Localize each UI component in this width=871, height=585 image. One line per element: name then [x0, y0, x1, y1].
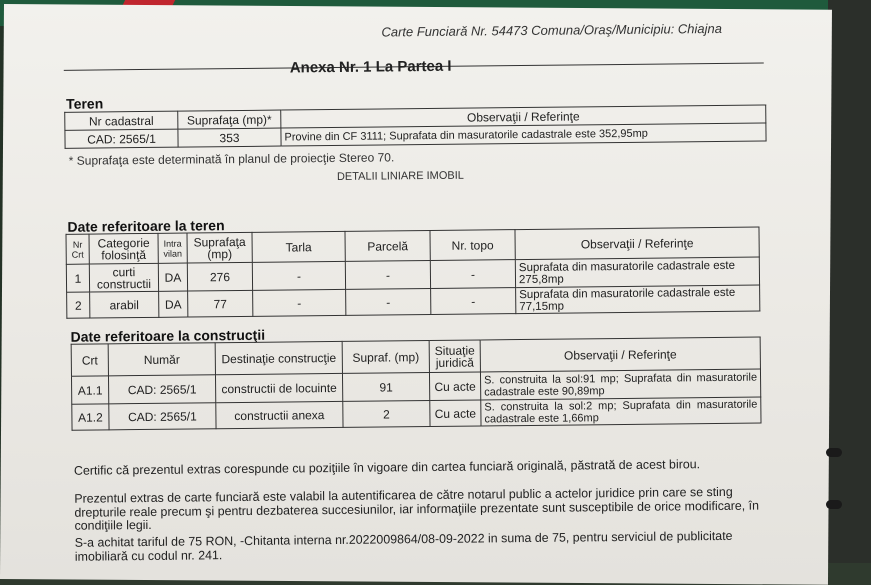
teren-table	[64, 104, 766, 148]
header-line: Carte Funciară Nr. 54473 Comuna/Oraş/Municipiu: Chiajna	[381, 20, 723, 40]
dc-col-observatii: Observaţii / Referinţe	[480, 337, 760, 372]
dc-supraf: 91	[342, 373, 429, 402]
dt-categorie: arabil	[90, 291, 159, 318]
dt-observatii: Suprafata din masuratorile cadastrale este 275,8mp	[515, 257, 759, 288]
dt-col-observatii: Observaţii / Referinţe	[515, 227, 759, 260]
dt-suprafata: 276	[187, 262, 252, 291]
dt-crt: 1	[66, 264, 89, 292]
dt-topo: -	[431, 288, 516, 315]
dc-numar: CAD: 2565/1	[109, 403, 216, 430]
dt-col-crt: Nr Crt	[66, 234, 89, 264]
dc-col-supraf: Supraf. (mp)	[342, 341, 429, 374]
dc-crt: A1.2	[72, 404, 109, 430]
dc-crt: A1.1	[71, 376, 108, 404]
paragraph-tarif: S-a achitat tariful de 75 RON, -Chitanta interna nr.2022009864/08-09-2022 in suma de 75, pentru serviciul de publicitate imobiliară cu codul nr. 241.	[74, 528, 733, 564]
dt-col-categorie: Categorie folosinţă	[89, 233, 158, 264]
dc-col-destinatie: Destinaţie construcţie	[215, 341, 342, 374]
teren-col-suprafata: Suprafaţa (mp)*	[178, 110, 281, 129]
dc-observatii: S. construita la sol:2 mp; Suprafata din masuratorile cadastrale este 1,66mp	[481, 397, 761, 426]
dt-col-tarla: Tarla	[252, 231, 345, 262]
date-constructii-title: Date referitoare la construcţii	[70, 326, 266, 345]
detalii-liniare-title: DETALII LINIARE IMOBIL	[336, 169, 464, 183]
dt-col-parcela: Parcelă	[345, 230, 430, 261]
dc-numar: CAD: 2565/1	[108, 375, 215, 404]
dt-intravilan: DA	[159, 291, 188, 317]
dt-col-intravilan: Intra vilan	[158, 233, 187, 263]
dc-destinatie: constructii de locuinte	[215, 373, 342, 402]
dc-destinatie: constructii anexa	[216, 401, 343, 428]
teren-title: Teren	[66, 95, 104, 112]
dt-col-topo: Nr. topo	[430, 230, 515, 261]
dc-situatie: Cu acte	[429, 372, 480, 401]
teren-col-nr-cadastral: Nr cadastral	[65, 111, 178, 130]
date-teren-table	[65, 227, 760, 319]
dt-col-suprafata: Suprafaţa (mp)	[187, 232, 252, 263]
dc-col-crt: Crt	[71, 344, 108, 376]
date-teren-title: Date referitoare la teren	[67, 217, 225, 235]
dc-col-numar: Număr	[108, 343, 215, 376]
dt-observatii: Suprafata din masuratorile cadastrale este 77,15mp	[516, 285, 760, 314]
date-constructii-table	[71, 337, 762, 431]
dt-intravilan: DA	[158, 263, 187, 291]
teren-col-observatii: Observaţii / Referinţe	[281, 105, 766, 128]
teren-suprafata: 353	[178, 128, 281, 147]
anexa-title: Anexa Nr. 1 La Partea I	[289, 57, 452, 77]
teren-nr-cadastral: CAD: 2565/1	[65, 129, 178, 148]
dt-categorie: curti constructii	[89, 263, 158, 292]
dt-crt: 2	[67, 292, 90, 318]
dt-tarla: -	[252, 261, 345, 290]
dc-observatii: S. construita la sol:91 mp; Suprafata din masuratorile cadastrale este 90,89mp	[480, 369, 760, 400]
dc-situatie: Cu acte	[430, 400, 481, 427]
dc-supraf: 2	[343, 401, 430, 428]
dc-col-situatie: Situaţie juridică	[429, 340, 480, 373]
dt-parcela: -	[345, 260, 430, 289]
dt-topo: -	[430, 260, 515, 289]
paragraph-certificare: Certific că prezentul extras corespunde cu poziţiile în vigoare din cartea funciară originală, păstrată de acest birou.	[73, 457, 701, 478]
teren-observatii: Provine din CF 3111; Suprafata din masuratorile cadastrale este 352,95mp	[281, 123, 766, 146]
dt-parcela: -	[346, 288, 431, 315]
paragraph-valabilitate: Prezentul extras de carte funciară este valabil la autentificarea de către notarul public a actelor juridice prin care se sting drepturile reale precum şi pentru dezbaterea succesiunilor, iar informaţiile prezentate sunt susceptibile de orice modificare, în condiţiile legii.	[74, 484, 760, 533]
dt-tarla: -	[253, 289, 346, 316]
dt-suprafata: 77	[188, 290, 253, 317]
teren-footnote: * Suprafaţa este determinată în planul de proiecţie Stereo 70.	[68, 150, 395, 168]
